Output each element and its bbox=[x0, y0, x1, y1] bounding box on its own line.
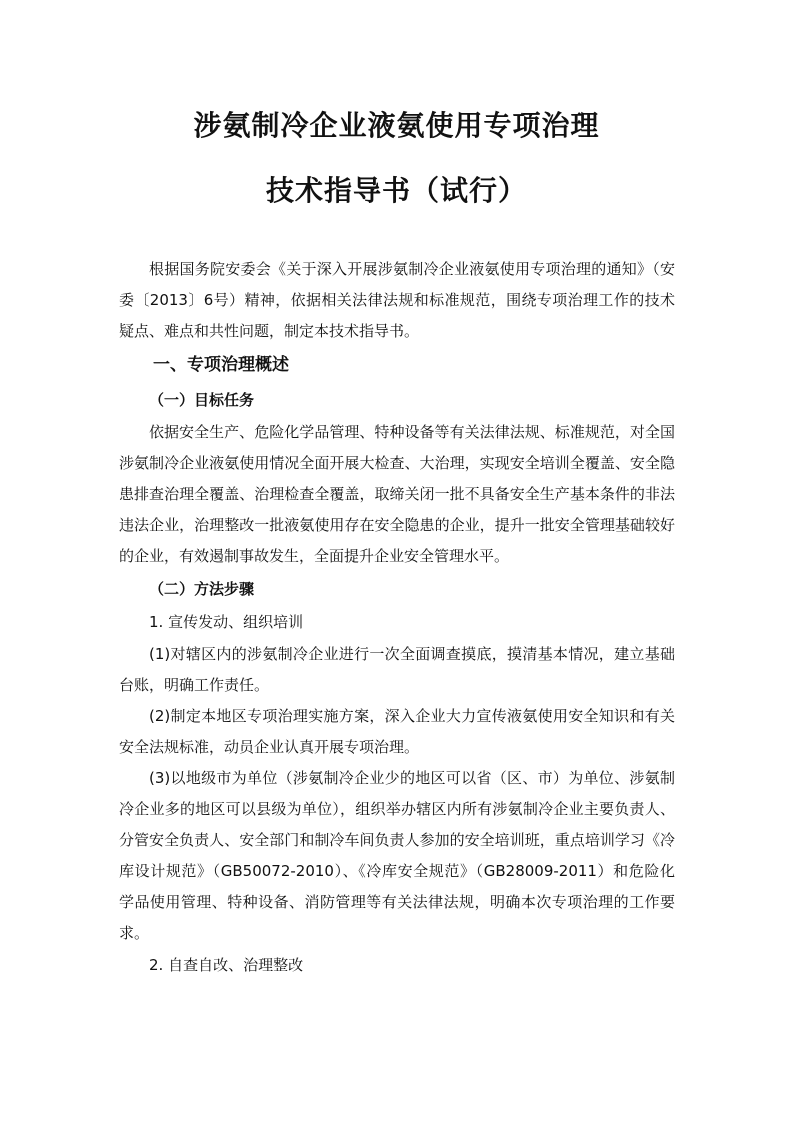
step1-paragraph-3: (3)以地级市为单位（涉氨制冷企业少的地区可以省（区、市）为单位、涉氨制冷企业多的地区可以县级为单位），组织举办辖区内所有涉氨制冷企业主要负责人、分管安全负责人、安全部门和制冷车间负责人参加的安全培训班，重点培训学习《冷库设计规范》（GB50072-2010）、《冷库安全规范》（GB28009-2011）和危险化学品使用管理、特种设备、消防管理等有关法律法规，明确本次专项治理的工作要求。 bbox=[119, 769, 675, 942]
document-body bbox=[119, 254, 675, 982]
step1-heading: 1. 宣传发动、组织培训 bbox=[149, 613, 304, 631]
intro-paragraph: 根据国务院安委会《关于深入开展涉氨制冷企业液氨使用专项治理的通知》（安委〔2013〕6号）精神，依据相关法律法规和标准规范，围绕专项治理工作的技术疑点、难点和共性问题，制定本技术指导书。 bbox=[119, 260, 675, 340]
step1-paragraph-2: (2)制定本地区专项治理实施方案，深入企业大力宣传液氨使用安全知识和有关安全法规标准，动员企业认真开展专项治理。 bbox=[119, 707, 675, 756]
step2-heading: 2. 自查自改、治理整改 bbox=[149, 956, 304, 974]
section1-heading: 一、专项治理概述 bbox=[153, 355, 289, 375]
document-title-line1: 涉氨制冷企业液氨使用专项治理 bbox=[193, 109, 600, 142]
subsection1-heading: （一）目标任务 bbox=[149, 391, 255, 409]
subsection1-paragraph: 依据安全生产、危险化学品管理、特种设备等有关法律法规、标准规范，对全国涉氨制冷企业液氨使用情况全面开展大检查、大治理，实现安全培训全覆盖、安全隐患排查治理全覆盖、治理检查全覆盖，取缔关闭一批不具备安全生产基本条件的非法违法企业，治理整改一批液氨使用存在安全隐患的企业，提升一批安全管理基础较好的企业，有效遏制事故发生，全面提升企业安全管理水平。 bbox=[119, 423, 675, 565]
step1-paragraph-1: (1)对辖区内的涉氨制冷企业进行一次全面调查摸底，摸清基本情况，建立基础台账，明确工作责任。 bbox=[119, 645, 675, 694]
subsection2-heading: （二）方法步骤 bbox=[149, 580, 255, 598]
document-title-line2: 技术指导书（试行） bbox=[265, 174, 527, 207]
